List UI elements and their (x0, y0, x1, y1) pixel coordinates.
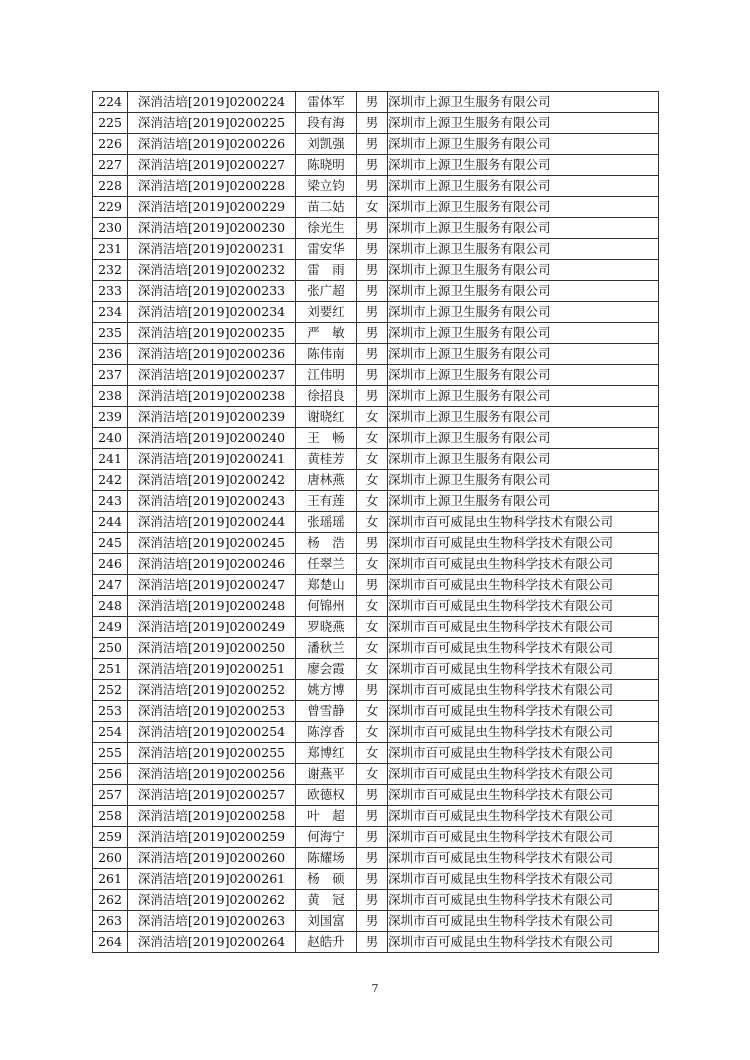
row-number-cell: 231 (93, 239, 128, 260)
company-cell: 深圳市百可威昆虫生物科学技术有限公司 (388, 533, 659, 554)
name-cell: 谢晓红 (296, 407, 357, 428)
certificate-number-cell: 深消洁培[2019]0200241 (128, 449, 296, 470)
row-number-cell: 226 (93, 134, 128, 155)
certificate-number-cell: 深消洁培[2019]0200226 (128, 134, 296, 155)
table-row (93, 302, 659, 323)
gender-cell: 女 (357, 470, 388, 491)
table-row (93, 575, 659, 596)
company-cell: 深圳市百可威昆虫生物科学技术有限公司 (388, 827, 659, 848)
certificate-number-cell: 深消洁培[2019]0200234 (128, 302, 296, 323)
name-cell: 段有海 (296, 113, 357, 134)
row-number-cell: 252 (93, 680, 128, 701)
name-cell: 黄桂芳 (296, 449, 357, 470)
table-row (93, 764, 659, 785)
row-number-cell: 225 (93, 113, 128, 134)
table-row (93, 470, 659, 491)
table-row (93, 491, 659, 512)
row-number-cell: 246 (93, 554, 128, 575)
certificate-number-cell: 深消洁培[2019]0200242 (128, 470, 296, 491)
table-row (93, 638, 659, 659)
name-cell: 徐招良 (296, 386, 357, 407)
company-cell: 深圳市百可威昆虫生物科学技术有限公司 (388, 722, 659, 743)
gender-cell: 男 (357, 92, 388, 113)
company-cell: 深圳市上源卫生服务有限公司 (388, 470, 659, 491)
company-cell: 深圳市上源卫生服务有限公司 (388, 197, 659, 218)
company-cell: 深圳市百可威昆虫生物科学技术有限公司 (388, 911, 659, 932)
company-cell: 深圳市上源卫生服务有限公司 (388, 428, 659, 449)
certificate-number-cell: 深消洁培[2019]0200259 (128, 827, 296, 848)
name-cell: 刘要红 (296, 302, 357, 323)
table-row (93, 92, 659, 113)
company-cell: 深圳市百可威昆虫生物科学技术有限公司 (388, 764, 659, 785)
gender-cell: 女 (357, 407, 388, 428)
certificate-number-cell: 深消洁培[2019]0200233 (128, 281, 296, 302)
certificate-number-cell: 深消洁培[2019]0200264 (128, 932, 296, 953)
row-number-cell: 241 (93, 449, 128, 470)
row-number-cell: 233 (93, 281, 128, 302)
name-cell: 雷体军 (296, 92, 357, 113)
name-cell: 陈伟南 (296, 344, 357, 365)
name-cell: 杨 浩 (296, 533, 357, 554)
certificate-number-cell: 深消洁培[2019]0200262 (128, 890, 296, 911)
name-cell: 杨 硕 (296, 869, 357, 890)
table-row (93, 386, 659, 407)
certificate-number-cell: 深消洁培[2019]0200232 (128, 260, 296, 281)
row-number-cell: 255 (93, 743, 128, 764)
company-cell: 深圳市上源卫生服务有限公司 (388, 239, 659, 260)
certificate-number-cell: 深消洁培[2019]0200225 (128, 113, 296, 134)
roster-table-body (93, 92, 659, 953)
certificate-number-cell: 深消洁培[2019]0200250 (128, 638, 296, 659)
row-number-cell: 228 (93, 176, 128, 197)
company-cell: 深圳市上源卫生服务有限公司 (388, 134, 659, 155)
table-row (93, 827, 659, 848)
table-row (93, 659, 659, 680)
gender-cell: 男 (357, 176, 388, 197)
name-cell: 王有莲 (296, 491, 357, 512)
company-cell: 深圳市上源卫生服务有限公司 (388, 323, 659, 344)
gender-cell: 女 (357, 743, 388, 764)
gender-cell: 男 (357, 239, 388, 260)
gender-cell: 男 (357, 134, 388, 155)
gender-cell: 女 (357, 197, 388, 218)
gender-cell: 女 (357, 638, 388, 659)
gender-cell: 男 (357, 365, 388, 386)
name-cell: 王 畅 (296, 428, 357, 449)
gender-cell: 女 (357, 617, 388, 638)
name-cell: 廖会霞 (296, 659, 357, 680)
table-row (93, 596, 659, 617)
company-cell: 深圳市百可威昆虫生物科学技术有限公司 (388, 932, 659, 953)
gender-cell: 男 (357, 218, 388, 239)
gender-cell: 男 (357, 911, 388, 932)
name-cell: 雷 雨 (296, 260, 357, 281)
certificate-number-cell: 深消洁培[2019]0200255 (128, 743, 296, 764)
name-cell: 郑博红 (296, 743, 357, 764)
company-cell: 深圳市上源卫生服务有限公司 (388, 344, 659, 365)
company-cell: 深圳市百可威昆虫生物科学技术有限公司 (388, 617, 659, 638)
company-cell: 深圳市百可威昆虫生物科学技术有限公司 (388, 869, 659, 890)
gender-cell: 男 (357, 155, 388, 176)
name-cell: 潘秋兰 (296, 638, 357, 659)
company-cell: 深圳市上源卫生服务有限公司 (388, 113, 659, 134)
row-number-cell: 251 (93, 659, 128, 680)
row-number-cell: 254 (93, 722, 128, 743)
name-cell: 江伟明 (296, 365, 357, 386)
certificate-number-cell: 深消洁培[2019]0200228 (128, 176, 296, 197)
row-number-cell: 240 (93, 428, 128, 449)
gender-cell: 男 (357, 869, 388, 890)
company-cell: 深圳市百可威昆虫生物科学技术有限公司 (388, 659, 659, 680)
company-cell: 深圳市百可威昆虫生物科学技术有限公司 (388, 680, 659, 701)
gender-cell: 男 (357, 932, 388, 953)
table-row (93, 680, 659, 701)
table-row (93, 785, 659, 806)
gender-cell: 女 (357, 701, 388, 722)
row-number-cell: 234 (93, 302, 128, 323)
certificate-number-cell: 深消洁培[2019]0200260 (128, 848, 296, 869)
name-cell: 雷安华 (296, 239, 357, 260)
certificate-number-cell: 深消洁培[2019]0200240 (128, 428, 296, 449)
name-cell: 姚方博 (296, 680, 357, 701)
gender-cell: 男 (357, 302, 388, 323)
name-cell: 黄 冠 (296, 890, 357, 911)
name-cell: 严 敏 (296, 323, 357, 344)
name-cell: 陈晓明 (296, 155, 357, 176)
row-number-cell: 247 (93, 575, 128, 596)
row-number-cell: 250 (93, 638, 128, 659)
table-row (93, 344, 659, 365)
certificate-number-cell: 深消洁培[2019]0200235 (128, 323, 296, 344)
name-cell: 何海宁 (296, 827, 357, 848)
company-cell: 深圳市上源卫生服务有限公司 (388, 491, 659, 512)
table-row (93, 197, 659, 218)
table-row (93, 617, 659, 638)
table-row (93, 743, 659, 764)
company-cell: 深圳市上源卫生服务有限公司 (388, 365, 659, 386)
gender-cell: 女 (357, 428, 388, 449)
table-row (93, 869, 659, 890)
row-number-cell: 249 (93, 617, 128, 638)
row-number-cell: 264 (93, 932, 128, 953)
row-number-cell: 259 (93, 827, 128, 848)
company-cell: 深圳市百可威昆虫生物科学技术有限公司 (388, 848, 659, 869)
name-cell: 郑楚山 (296, 575, 357, 596)
gender-cell: 男 (357, 323, 388, 344)
trainee-roster-table (92, 91, 659, 953)
certificate-number-cell: 深消洁培[2019]0200231 (128, 239, 296, 260)
row-number-cell: 236 (93, 344, 128, 365)
company-cell: 深圳市百可威昆虫生物科学技术有限公司 (388, 785, 659, 806)
row-number-cell: 245 (93, 533, 128, 554)
gender-cell: 女 (357, 449, 388, 470)
company-cell: 深圳市百可威昆虫生物科学技术有限公司 (388, 743, 659, 764)
table-row (93, 533, 659, 554)
name-cell: 欧德权 (296, 785, 357, 806)
gender-cell: 女 (357, 554, 388, 575)
company-cell: 深圳市上源卫生服务有限公司 (388, 176, 659, 197)
row-number-cell: 253 (93, 701, 128, 722)
certificate-number-cell: 深消洁培[2019]0200254 (128, 722, 296, 743)
name-cell: 陈耀场 (296, 848, 357, 869)
certificate-number-cell: 深消洁培[2019]0200261 (128, 869, 296, 890)
certificate-number-cell: 深消洁培[2019]0200253 (128, 701, 296, 722)
company-cell: 深圳市上源卫生服务有限公司 (388, 386, 659, 407)
gender-cell: 男 (357, 113, 388, 134)
certificate-number-cell: 深消洁培[2019]0200263 (128, 911, 296, 932)
gender-cell: 男 (357, 386, 388, 407)
company-cell: 深圳市上源卫生服务有限公司 (388, 302, 659, 323)
row-number-cell: 260 (93, 848, 128, 869)
row-number-cell: 232 (93, 260, 128, 281)
gender-cell: 女 (357, 659, 388, 680)
certificate-number-cell: 深消洁培[2019]0200249 (128, 617, 296, 638)
company-cell: 深圳市百可威昆虫生物科学技术有限公司 (388, 701, 659, 722)
name-cell: 叶 超 (296, 806, 357, 827)
certificate-number-cell: 深消洁培[2019]0200227 (128, 155, 296, 176)
certificate-number-cell: 深消洁培[2019]0200247 (128, 575, 296, 596)
gender-cell: 男 (357, 806, 388, 827)
certificate-number-cell: 深消洁培[2019]0200230 (128, 218, 296, 239)
gender-cell: 男 (357, 344, 388, 365)
table-row (93, 281, 659, 302)
gender-cell: 女 (357, 596, 388, 617)
gender-cell: 男 (357, 890, 388, 911)
row-number-cell: 229 (93, 197, 128, 218)
certificate-number-cell: 深消洁培[2019]0200248 (128, 596, 296, 617)
gender-cell: 女 (357, 512, 388, 533)
certificate-number-cell: 深消洁培[2019]0200239 (128, 407, 296, 428)
company-cell: 深圳市上源卫生服务有限公司 (388, 449, 659, 470)
name-cell: 刘国富 (296, 911, 357, 932)
table-row (93, 512, 659, 533)
certificate-number-cell: 深消洁培[2019]0200229 (128, 197, 296, 218)
row-number-cell: 248 (93, 596, 128, 617)
company-cell: 深圳市上源卫生服务有限公司 (388, 281, 659, 302)
company-cell: 深圳市上源卫生服务有限公司 (388, 92, 659, 113)
table-row (93, 848, 659, 869)
name-cell: 徐光生 (296, 218, 357, 239)
name-cell: 赵皓升 (296, 932, 357, 953)
certificate-number-cell: 深消洁培[2019]0200224 (128, 92, 296, 113)
company-cell: 深圳市百可威昆虫生物科学技术有限公司 (388, 575, 659, 596)
certificate-number-cell: 深消洁培[2019]0200258 (128, 806, 296, 827)
row-number-cell: 244 (93, 512, 128, 533)
name-cell: 陈淳香 (296, 722, 357, 743)
gender-cell: 男 (357, 533, 388, 554)
table-row (93, 428, 659, 449)
name-cell: 刘凯强 (296, 134, 357, 155)
certificate-number-cell: 深消洁培[2019]0200238 (128, 386, 296, 407)
name-cell: 曾雪静 (296, 701, 357, 722)
row-number-cell: 235 (93, 323, 128, 344)
name-cell: 梁立钧 (296, 176, 357, 197)
certificate-number-cell: 深消洁培[2019]0200236 (128, 344, 296, 365)
row-number-cell: 227 (93, 155, 128, 176)
certificate-number-cell: 深消洁培[2019]0200237 (128, 365, 296, 386)
name-cell: 张广超 (296, 281, 357, 302)
certificate-number-cell: 深消洁培[2019]0200244 (128, 512, 296, 533)
table-row (93, 701, 659, 722)
name-cell: 任翠兰 (296, 554, 357, 575)
table-row (93, 722, 659, 743)
name-cell: 罗晓燕 (296, 617, 357, 638)
table-row (93, 155, 659, 176)
name-cell: 张瑶瑶 (296, 512, 357, 533)
table-row (93, 176, 659, 197)
gender-cell: 女 (357, 722, 388, 743)
table-row (93, 806, 659, 827)
gender-cell: 男 (357, 827, 388, 848)
table-row (93, 365, 659, 386)
table-row (93, 554, 659, 575)
table-row (93, 218, 659, 239)
company-cell: 深圳市百可威昆虫生物科学技术有限公司 (388, 596, 659, 617)
row-number-cell: 258 (93, 806, 128, 827)
company-cell: 深圳市上源卫生服务有限公司 (388, 260, 659, 281)
certificate-number-cell: 深消洁培[2019]0200251 (128, 659, 296, 680)
row-number-cell: 224 (93, 92, 128, 113)
table-row (93, 323, 659, 344)
table-row (93, 890, 659, 911)
table-row (93, 449, 659, 470)
certificate-number-cell: 深消洁培[2019]0200246 (128, 554, 296, 575)
name-cell: 苗二姑 (296, 197, 357, 218)
table-row (93, 239, 659, 260)
row-number-cell: 230 (93, 218, 128, 239)
table-row (93, 260, 659, 281)
certificate-number-cell: 深消洁培[2019]0200256 (128, 764, 296, 785)
row-number-cell: 257 (93, 785, 128, 806)
company-cell: 深圳市百可威昆虫生物科学技术有限公司 (388, 638, 659, 659)
row-number-cell: 262 (93, 890, 128, 911)
page-number: 7 (371, 982, 379, 995)
table-row (93, 932, 659, 953)
name-cell: 何锦州 (296, 596, 357, 617)
row-number-cell: 239 (93, 407, 128, 428)
gender-cell: 男 (357, 281, 388, 302)
gender-cell: 女 (357, 764, 388, 785)
table-row (93, 113, 659, 134)
gender-cell: 男 (357, 848, 388, 869)
name-cell: 唐林燕 (296, 470, 357, 491)
row-number-cell: 243 (93, 491, 128, 512)
row-number-cell: 237 (93, 365, 128, 386)
gender-cell: 男 (357, 575, 388, 596)
table-row (93, 911, 659, 932)
company-cell: 深圳市百可威昆虫生物科学技术有限公司 (388, 890, 659, 911)
certificate-number-cell: 深消洁培[2019]0200245 (128, 533, 296, 554)
company-cell: 深圳市上源卫生服务有限公司 (388, 155, 659, 176)
company-cell: 深圳市百可威昆虫生物科学技术有限公司 (388, 554, 659, 575)
row-number-cell: 242 (93, 470, 128, 491)
gender-cell: 女 (357, 491, 388, 512)
table-row (93, 407, 659, 428)
row-number-cell: 263 (93, 911, 128, 932)
gender-cell: 男 (357, 260, 388, 281)
row-number-cell: 261 (93, 869, 128, 890)
company-cell: 深圳市百可威昆虫生物科学技术有限公司 (388, 806, 659, 827)
company-cell: 深圳市上源卫生服务有限公司 (388, 218, 659, 239)
company-cell: 深圳市百可威昆虫生物科学技术有限公司 (388, 512, 659, 533)
row-number-cell: 238 (93, 386, 128, 407)
table-row (93, 134, 659, 155)
certificate-number-cell: 深消洁培[2019]0200257 (128, 785, 296, 806)
name-cell: 谢燕平 (296, 764, 357, 785)
certificate-number-cell: 深消洁培[2019]0200243 (128, 491, 296, 512)
row-number-cell: 256 (93, 764, 128, 785)
company-cell: 深圳市上源卫生服务有限公司 (388, 407, 659, 428)
gender-cell: 男 (357, 680, 388, 701)
certificate-number-cell: 深消洁培[2019]0200252 (128, 680, 296, 701)
gender-cell: 男 (357, 785, 388, 806)
